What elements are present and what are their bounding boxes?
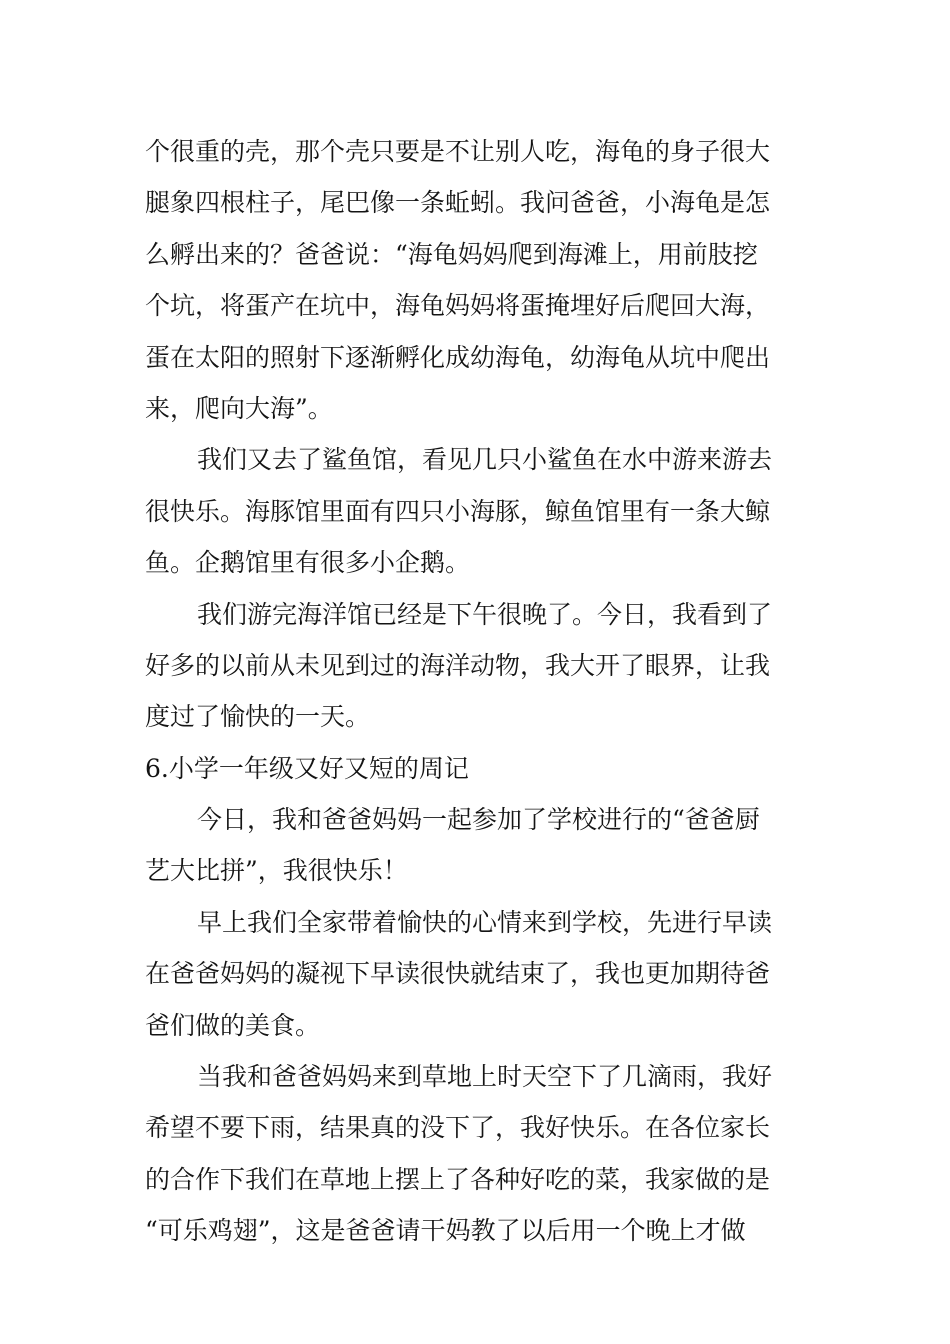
text-line: 个坑，将蛋产在坑中，海龟妈妈将蛋掩埋好后爬回大海， <box>145 291 771 321</box>
text-line: 的合作下我们在草地上摆上了各种好吃的菜，我家做的是 <box>145 1164 771 1194</box>
section-heading: 6.小学一年级又好又短的周记 <box>145 753 469 783</box>
paragraph-start-line: 我们又去了鲨鱼馆，看见几只小鲨鱼在水中游来游去 <box>197 445 773 475</box>
paragraph-start-line: 当我和爸爸妈妈来到草地上时天空下了几滴雨，我好 <box>197 1062 773 1092</box>
document-body <box>145 126 810 1257</box>
text-line: 希望不要下雨，结果真的没下了，我好快乐。在各位家长 <box>145 1113 771 1143</box>
text-line: 腿象四根柱子，尾巴像一条蚯蚓。我问爸爸，小海龟是怎 <box>145 188 771 218</box>
text-line: 蛋在太阳的照射下逐渐孵化成幼海龟，幼海龟从坑中爬出 <box>145 342 771 372</box>
paragraph-start-line: 早上我们全家带着愉快的心情来到学校，先进行早读 <box>197 907 773 937</box>
text-line: 艺大比拼”，我很快乐！ <box>145 856 408 886</box>
paragraph-start-line: 今日，我和爸爸妈妈一起参加了学校进行的“爸爸厨 <box>197 805 760 835</box>
text-line: 好多的以前从未见到过的海洋动物，我大开了眼界，让我 <box>145 650 771 680</box>
text-line: “可乐鸡翅”，这是爸爸请干妈教了以后用一个晚上才做 <box>145 1216 746 1246</box>
paragraph-start-line: 我们游完海洋馆已经是下午很晚了。今日，我看到了 <box>197 599 773 629</box>
text-line: 很快乐。海豚馆里面有四只小海豚，鲸鱼馆里有一条大鲸 <box>145 496 771 526</box>
text-line: 度过了愉快的一天。 <box>145 702 371 732</box>
text-line: 个很重的壳，那个壳只要是不让别人吃，海龟的身子很大 <box>145 137 771 166</box>
text-line: 在爸爸妈妈的凝视下早读很快就结束了，我也更加期待爸 <box>145 959 771 989</box>
text-line: 来，爬向大海”。 <box>145 393 333 423</box>
text-line: 么孵出来的？爸爸说：“海龟妈妈爬到海滩上，用前肢挖 <box>145 239 758 269</box>
text-line: 鱼。企鹅馆里有很多小企鹅。 <box>145 548 471 578</box>
text-line: 爸们做的美食。 <box>145 1010 321 1040</box>
